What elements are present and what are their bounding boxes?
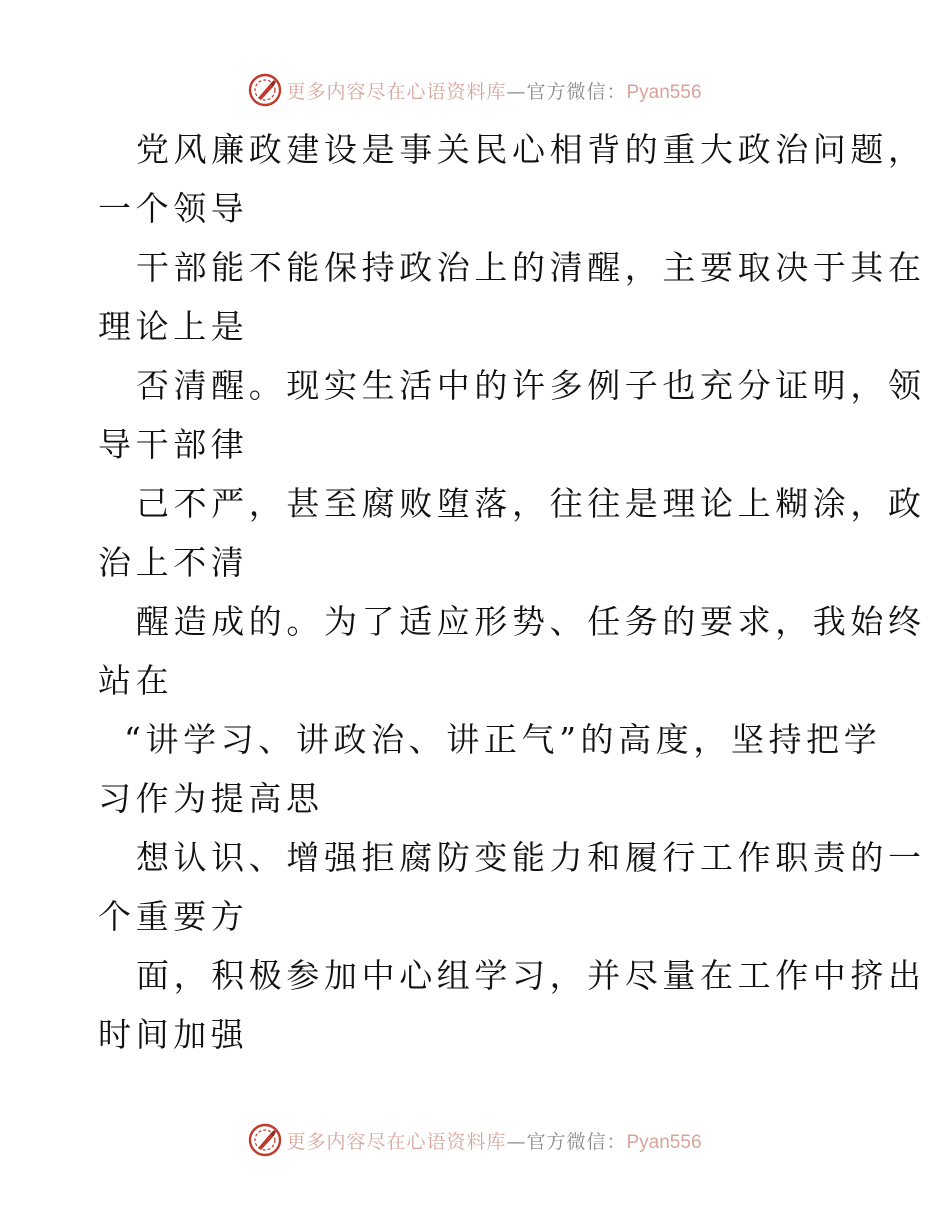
pen-nib-logo-icon	[248, 73, 282, 107]
text-line: 理论上是	[98, 307, 249, 346]
watermark-separator: —	[506, 80, 527, 103]
text-line: 站在	[98, 661, 174, 700]
text-line: 否清醒。现实生活中的许多例子也充分证明，领	[136, 366, 926, 405]
text-line: 干部能不能保持政治上的清醒，主要取决于其在	[136, 248, 926, 287]
text-line: 时间加强	[98, 1015, 249, 1054]
footer-watermark	[0, 1120, 950, 1160]
watermark-contact-label: 官方微信：	[526, 80, 627, 103]
text-line: 治上不清	[98, 543, 249, 582]
header-watermark	[0, 70, 950, 110]
watermark-main-text: 更多内容尽在心语资料库	[286, 80, 507, 103]
watermark-wechat-id: Pyan556	[626, 81, 702, 103]
watermark-separator: —	[506, 1130, 527, 1153]
text-line: “讲学习、讲政治、讲正气”的高度，坚持把学	[124, 720, 882, 759]
watermark-main-text: 更多内容尽在心语资料库	[286, 1130, 507, 1153]
pen-nib-logo-icon	[248, 1123, 282, 1157]
watermark-contact-label: 官方微信：	[526, 1130, 627, 1153]
watermark-wechat-id: Pyan556	[626, 1131, 702, 1153]
text-line: 导干部律	[98, 425, 249, 464]
text-line: 己不严，甚至腐败堕落，往往是理论上糊涂，政	[136, 484, 926, 523]
text-line: 个重要方	[98, 897, 249, 936]
text-line: 醒造成的。为了适应形势、任务的要求，我始终	[136, 602, 926, 641]
text-line: 想认识、增强拒腐防变能力和履行工作职责的一	[136, 838, 926, 877]
text-line: 习作为提高思	[98, 779, 324, 818]
document-body	[98, 120, 926, 1064]
text-line: 党风廉政建设是事关民心相背的重大政治问题，	[136, 130, 926, 169]
text-line: 一个领导	[98, 189, 249, 228]
text-line: 面，积极参加中心组学习，并尽量在工作中挤出	[136, 956, 926, 995]
